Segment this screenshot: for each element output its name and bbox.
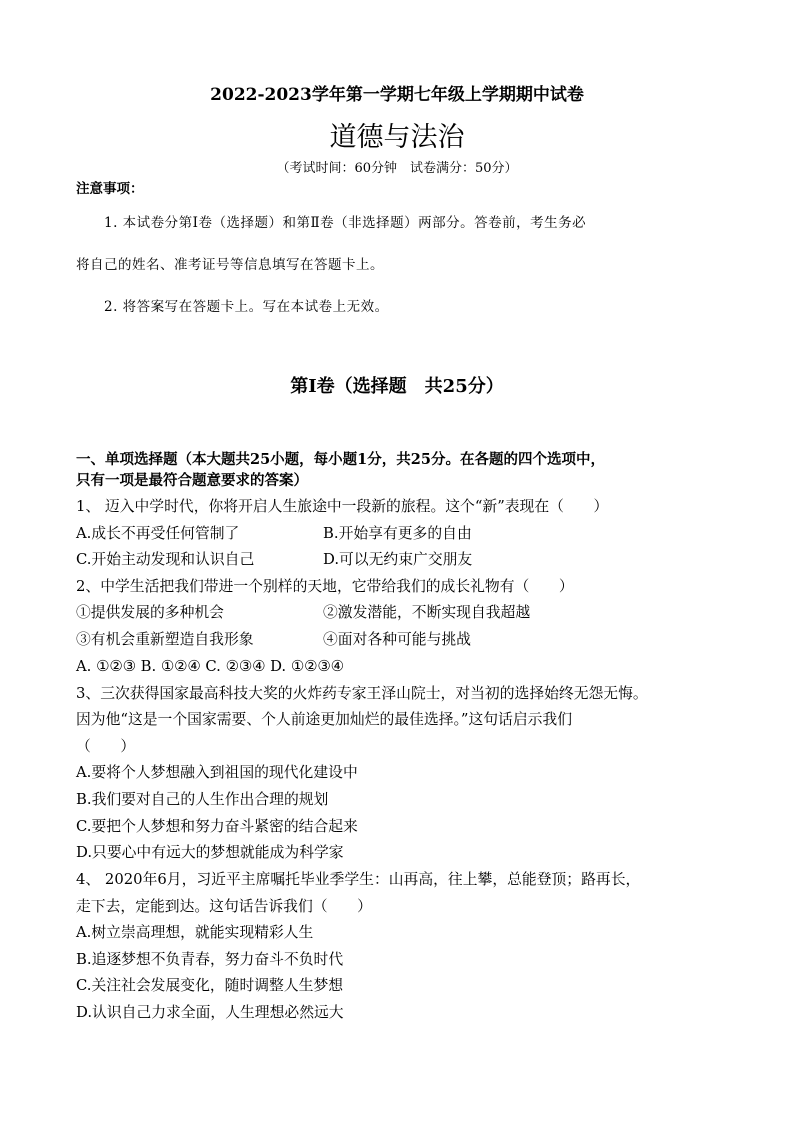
question-1-option-c: C.开始主动发现和认识自己: [76, 551, 255, 568]
subject-title: 道德与法治: [329, 122, 465, 153]
exam-title: 2022-2023学年第一学期七年级上学期期中试卷: [210, 85, 584, 105]
question-3-stem-line-3: （ ）: [76, 738, 136, 755]
notice-item-1-line-2: 将自己的姓名、准考证号等信息填写在答题卡上。: [76, 257, 384, 273]
question-1-stem: 1、 迈入中学时代，你将开启人生旅途中一段新的旅程。这个“新”表现在（ ）: [76, 498, 609, 515]
question-1-option-d: D.可以无约束广交朋友: [323, 551, 473, 568]
question-4-option-d: D.认识自己力求全面，人生理想必然远大: [76, 1004, 344, 1021]
question-2-options: A. ①②③ B. ①②④ C. ②③④ D. ①②③④: [76, 658, 344, 675]
question-2-item-1: ①提供发展的多种机会: [76, 604, 224, 621]
question-3-stem-line-2: 因为他“这是一个国家需要、个人前途更加灿烂的最佳选择。”这句话启示我们: [76, 711, 573, 728]
question-3-option-d: D.只要心中有远大的梦想就能成为科学家: [76, 844, 344, 861]
question-4-stem-line-2: 走下去，定能到达。这句话告诉我们（ ）: [76, 898, 372, 915]
question-1-option-a: A.成长不再受任何管制了: [76, 525, 240, 542]
question-3-stem-line-1: 3、三次获得国家最高科技大奖的火炸药专家王泽山院士，对当初的选择始终无怨无悔。: [76, 685, 648, 702]
exam-info: （考试时间：60分钟 试卷满分：50分）: [276, 161, 518, 176]
question-3-option-b: B.我们要对自己的人生作出合理的规划: [76, 791, 329, 808]
question-2-item-3: ③有机会重新塑造自我形象: [76, 631, 254, 648]
question-3-option-a: A.要将个人梦想融入到祖国的现代化建设中: [76, 764, 358, 781]
notice-heading: 注意事项：: [76, 181, 144, 197]
question-4-option-c: C.关注社会发展变化，随时调整人生梦想: [76, 977, 344, 994]
notice-item-2: 2. 将答案写在答题卡上。写在本试卷上无效。: [104, 299, 389, 315]
question-2-item-4: ④面对各种可能与挑战: [323, 631, 471, 648]
notice-item-1-line-1: 1. 本试卷分第Ⅰ卷（选择题）和第Ⅱ卷（非选择题）两部分。答卷前，考生务必: [104, 215, 587, 231]
question-4-option-a: A.树立崇高理想，就能实现精彩人生: [76, 924, 314, 941]
question-4-stem-line-1: 4、 2020年6月，习近平主席嘱托毕业季学生：山再高，往上攀，总能登顶；路再长，: [76, 871, 641, 888]
section-title: 第Ⅰ卷（选择题 共25分）: [290, 376, 504, 397]
question-2-stem: 2、中学生活把我们带进一个别样的天地，它带给我们的成长礼物有（ ）: [76, 578, 574, 595]
question-4-option-b: B.追逐梦想不负青春，努力奋斗不负时代: [76, 951, 344, 968]
question-3-option-c: C.要把个人梦想和努力奋斗紧密的结合起来: [76, 818, 358, 835]
part-heading-line-1: 一、单项选择题（本大题共25小题，每小题1分，共25分。在各题的四个选项中，: [76, 451, 605, 468]
question-2-item-2: ②激发潜能，不断实现自我超越: [323, 604, 531, 621]
part-heading-line-2: 只有一项是最符合题意要求的答案）: [76, 472, 308, 489]
question-1-option-b: B.开始享有更多的自由: [323, 525, 472, 542]
